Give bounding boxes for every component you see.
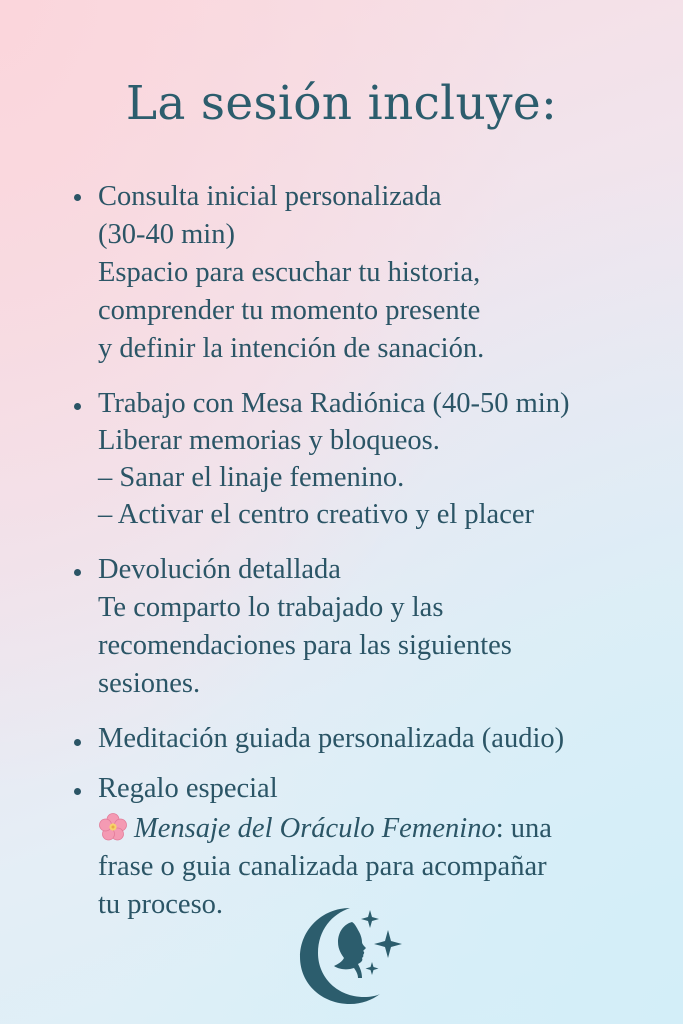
- moon-woman-stars-icon: [292, 900, 406, 1008]
- gift-emphasis: Mensaje del Oráculo Femenino: [134, 813, 496, 844]
- cherry-blossom-icon: [98, 812, 128, 842]
- item-text: recomendaciones para las siguientes: [98, 630, 512, 661]
- item-heading: Consulta inicial personalizada: [98, 181, 442, 212]
- bullet: [74, 569, 81, 576]
- item-text: sesiones.: [98, 668, 201, 699]
- item-heading: Meditación guiada personalizada (audio): [98, 723, 565, 754]
- item-text: y definir la intención de sanación.: [98, 333, 485, 364]
- item-text: – Activar el centro creativo y el placer: [98, 499, 534, 530]
- gift-rest: : una: [495, 813, 552, 844]
- bullet: [74, 739, 81, 746]
- page-title: La sesión incluye:: [125, 76, 558, 131]
- item-text: Te comparto lo trabajado y las: [98, 592, 444, 623]
- item-heading: Trabajo con Mesa Radiónica (40-50 min): [98, 388, 570, 419]
- item-heading: Devolución detallada: [98, 554, 341, 585]
- bullet: [74, 788, 81, 795]
- item-text: (30-40 min): [98, 219, 235, 250]
- item-text: frase o guia canalizada para acompañar: [98, 851, 547, 882]
- bullet: [74, 194, 81, 201]
- item-text: comprender tu momento presente: [98, 295, 481, 326]
- item-heading: Regalo especial: [98, 773, 278, 804]
- gift-line: [98, 812, 552, 846]
- item-text: Liberar memorias y bloqueos.: [98, 425, 440, 456]
- item-text: Espacio para escuchar tu historia,: [98, 257, 481, 288]
- bullet: [74, 403, 81, 410]
- item-text: – Sanar el linaje femenino.: [98, 462, 405, 493]
- item-text: tu proceso.: [98, 889, 224, 920]
